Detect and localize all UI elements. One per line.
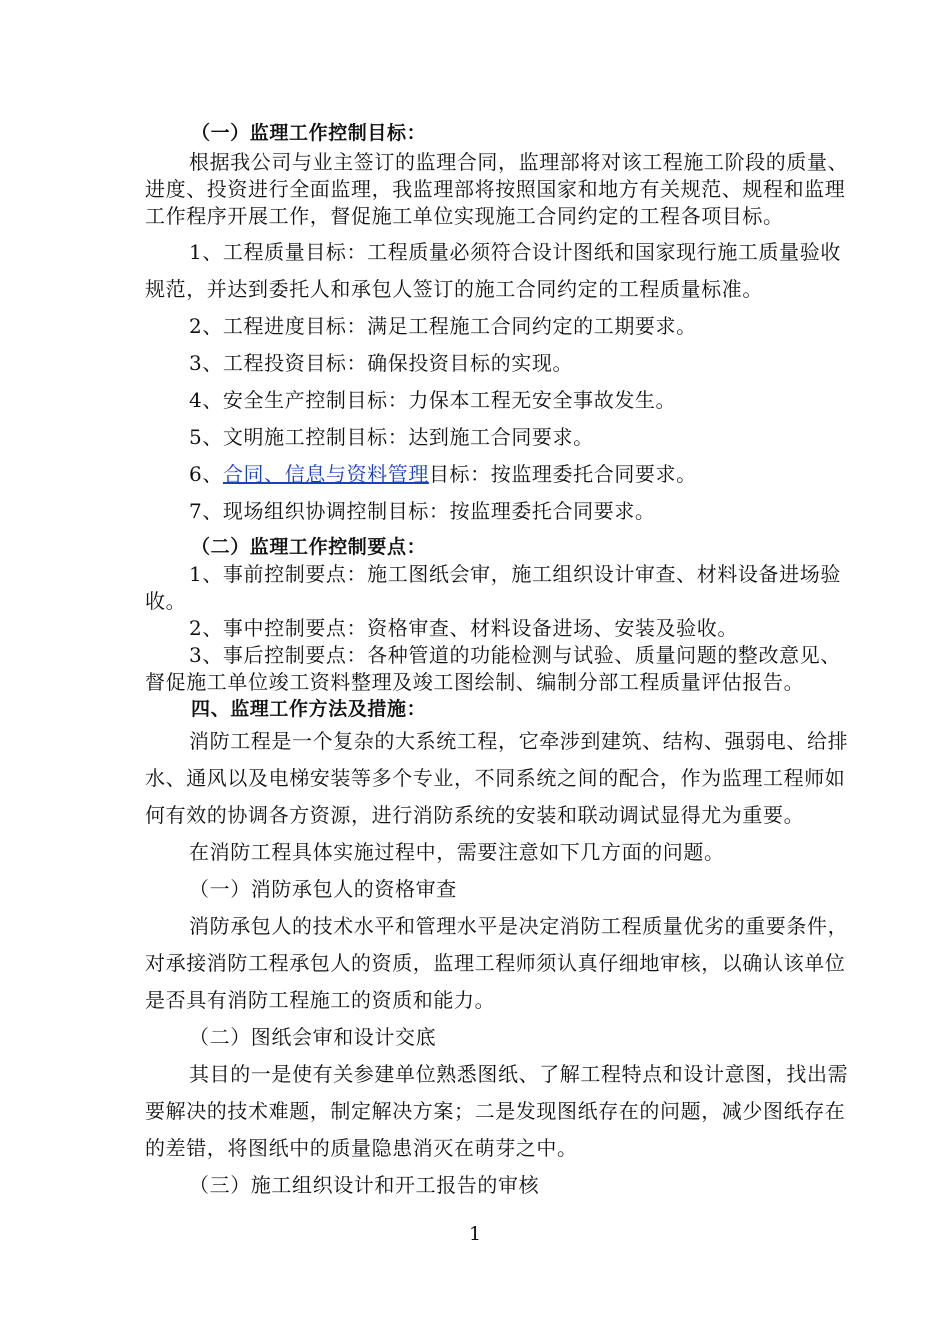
subsection-2-heading: （二）图纸会审和设计交底: [189, 1025, 437, 1049]
subsection-1-heading: （一）消防承包人的资格审查: [189, 877, 457, 901]
section-4-heading: 四、监理工作方法及措施：: [191, 698, 427, 720]
section-4-intro: 消防工程是一个复杂的大系统工程，它牵涉到建筑、结构、强弱电、给排水、通风以及电梯安装等多个专业，不同系统之间的配合，作为监理工程师如何有效的协调各方资源，进行消防系统的安装和联动调试显得尤为重要。: [145, 729, 849, 827]
contract-info-management-link[interactable]: 合同、信息与资料管理: [222, 462, 429, 486]
goal-6-paragraph: [145, 456, 860, 493]
control-point-1: 1、事前控制要点：施工图纸会审，施工组织设计审查、材料设备进场验收。: [145, 562, 841, 613]
section-1-intro: 根据我公司与业主签订的监理合同，监理部将对该工程施工阶段的质量、进度、投资进行全面监理，我监理部将按照国家和地方有关规范、规程和监理工作程序开展工作，督促施工单位实现施工合同约定的工程各项目标。: [145, 150, 849, 228]
goal-6-prefix: 6、: [189, 462, 223, 486]
subsection-3-heading: （三）施工组织设计和开工报告的审核: [189, 1173, 540, 1197]
section-2-heading: （二）监理工作控制要点：: [191, 536, 427, 558]
subsection-1-body: 消防承包人的技术水平和管理水平是决定消防工程质量优劣的重要条件，对承接消防工程承包人的资质，监理工程师须认真仔细地审核，以确认该单位是否具有消防工程施工的资质和能力。: [145, 914, 849, 1012]
goal-7-paragraph: 7、现场组织协调控制目标：按监理委托合同要求。: [189, 499, 656, 523]
subsection-2-body: 其目的一是使有关参建单位熟悉图纸、了解工程特点和设计意图，找出需要解决的技术难题，制定解决方案；二是发现图纸存在的问题，减少图纸存在的差错，将图纸中的质量隐患消灭在萌芽之中。: [145, 1062, 849, 1160]
page-number: 1: [468, 1223, 482, 1245]
goal-1-paragraph: 1、工程质量目标：工程质量必须符合设计图纸和国家现行施工质量验收规范，并达到委托人和承包人签订的施工合同约定的工程质量标准。: [145, 240, 841, 301]
section-4-note: 在消防工程具体实施过程中，需要注意如下几方面的问题。: [189, 840, 725, 864]
goal-3-paragraph: 3、工程投资目标：确保投资目标的实现。: [189, 351, 574, 375]
goal-6-suffix: 目标：按监理委托合同要求。: [428, 462, 697, 486]
goal-4-paragraph: 4、安全生产控制目标：力保本工程无安全事故发生。: [189, 388, 677, 412]
control-point-2: 2、事中控制要点：资格审查、材料设备进场、安装及验收。: [189, 616, 738, 640]
goal-5-paragraph: 5、文明施工控制目标：达到施工合同要求。: [189, 425, 594, 449]
goal-2-paragraph: 2、工程进度目标：满足工程施工合同约定的工期要求。: [189, 314, 697, 338]
control-point-3: 3、事后控制要点：各种管道的功能检测与试验、质量问题的整改意见、督促施工单位竣工资料整理及竣工图绘制、编制分部工程质量评估报告。: [145, 643, 841, 694]
document-body: [145, 120, 860, 1204]
section-1-heading: （一）监理工作控制目标：: [191, 122, 427, 144]
